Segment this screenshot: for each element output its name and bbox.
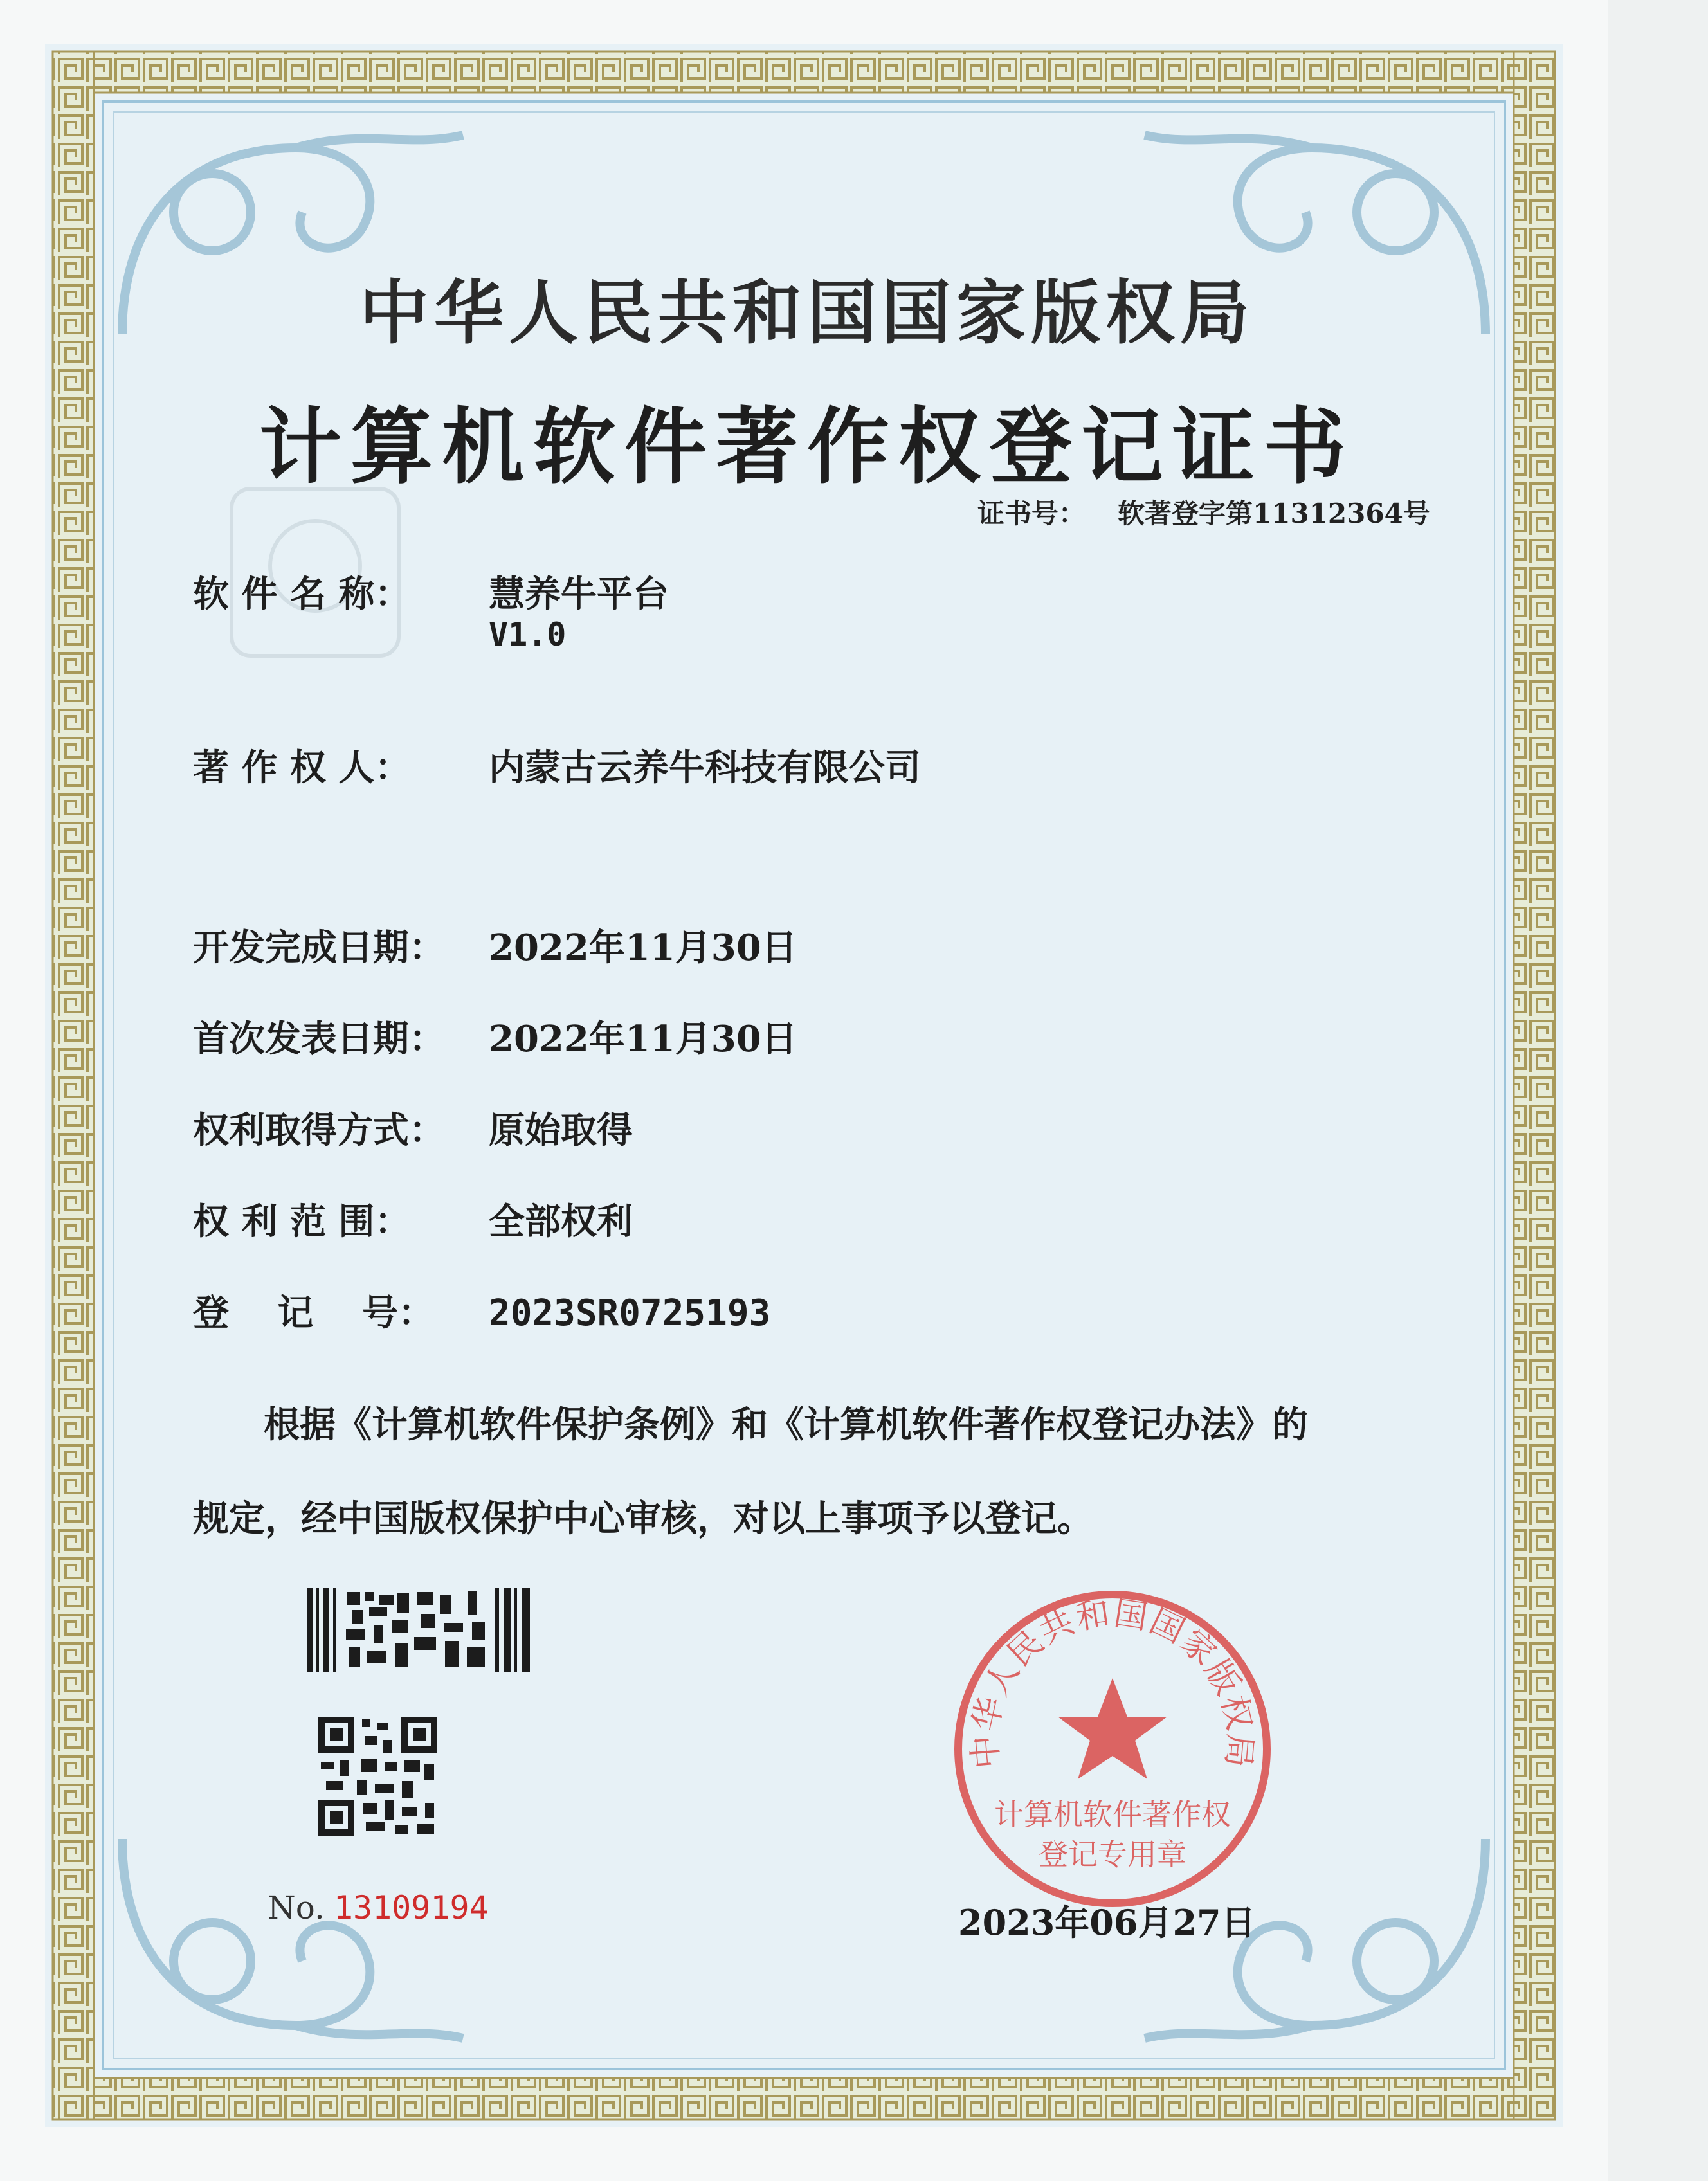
software-name-row <box>193 566 669 617</box>
certificate-title: 计算机软件著作权登记证书 <box>259 399 1355 495</box>
dev-date-label: 开发完成日期： <box>193 927 445 969</box>
acquire-label: 权利取得方式： <box>193 1109 445 1152</box>
serial-prefix: No. <box>268 1889 325 1926</box>
serial-number <box>268 1889 489 1926</box>
owner-row <box>193 739 921 791</box>
owner-value: 内蒙古云养牛科技有限公司 <box>489 747 921 789</box>
statement-line-2: 规定，经中国版权保护中心审核，对以上事项予以登记。 <box>193 1498 1093 1540</box>
acquire-value: 原始取得 <box>489 1109 633 1152</box>
seal-star-icon <box>1058 1678 1167 1779</box>
cert-no-value: 软著登字第11312364号 <box>1118 498 1430 529</box>
acquire-row <box>193 1102 633 1154</box>
pub-date-value: 2022年11月30日 <box>489 1018 797 1060</box>
owner-label: 著 作 权 人： <box>193 747 411 789</box>
serial-value: 13109194 <box>333 1889 489 1926</box>
pub-date-label: 首次发表日期： <box>193 1018 445 1060</box>
seal-inner-line-2: 登记专用章 <box>1039 1837 1186 1872</box>
software-name-label: 软 件 名 称： <box>193 573 411 615</box>
scope-label: 权 利 范 围： <box>193 1200 411 1243</box>
authority-title: 中华人民共和国国家版权局 <box>359 273 1255 354</box>
statement-line-1: 根据《计算机软件保护条例》和《计算机软件著作权登记办法》的 <box>264 1404 1308 1446</box>
issue-date: 2023年06月27日 <box>958 1902 1256 1943</box>
reg-no-value: 2023SR0725193 <box>489 1292 771 1334</box>
qr-code <box>318 1717 437 1836</box>
scope-value: 全部权利 <box>489 1200 633 1243</box>
seal-outer-text: 中华人民共和国国家版权局 <box>965 1594 1260 1770</box>
barcode <box>307 1588 532 1672</box>
cert-no-label: 证书号： <box>977 498 1086 529</box>
certificate-number <box>977 493 1430 531</box>
pub-date-row <box>193 1011 797 1062</box>
software-name-value: 慧养牛平台 <box>489 573 669 615</box>
dev-date-value: 2022年11月30日 <box>489 927 797 969</box>
software-version: V1.0 <box>489 616 567 653</box>
reg-no-label: 登 记 号： <box>193 1292 434 1334</box>
scope-row <box>193 1193 633 1245</box>
reg-no-row <box>193 1285 770 1336</box>
seal-inner-line-1: 计算机软件著作权 <box>994 1797 1231 1832</box>
official-seal <box>945 1582 1280 1916</box>
dev-date-row <box>193 919 797 971</box>
